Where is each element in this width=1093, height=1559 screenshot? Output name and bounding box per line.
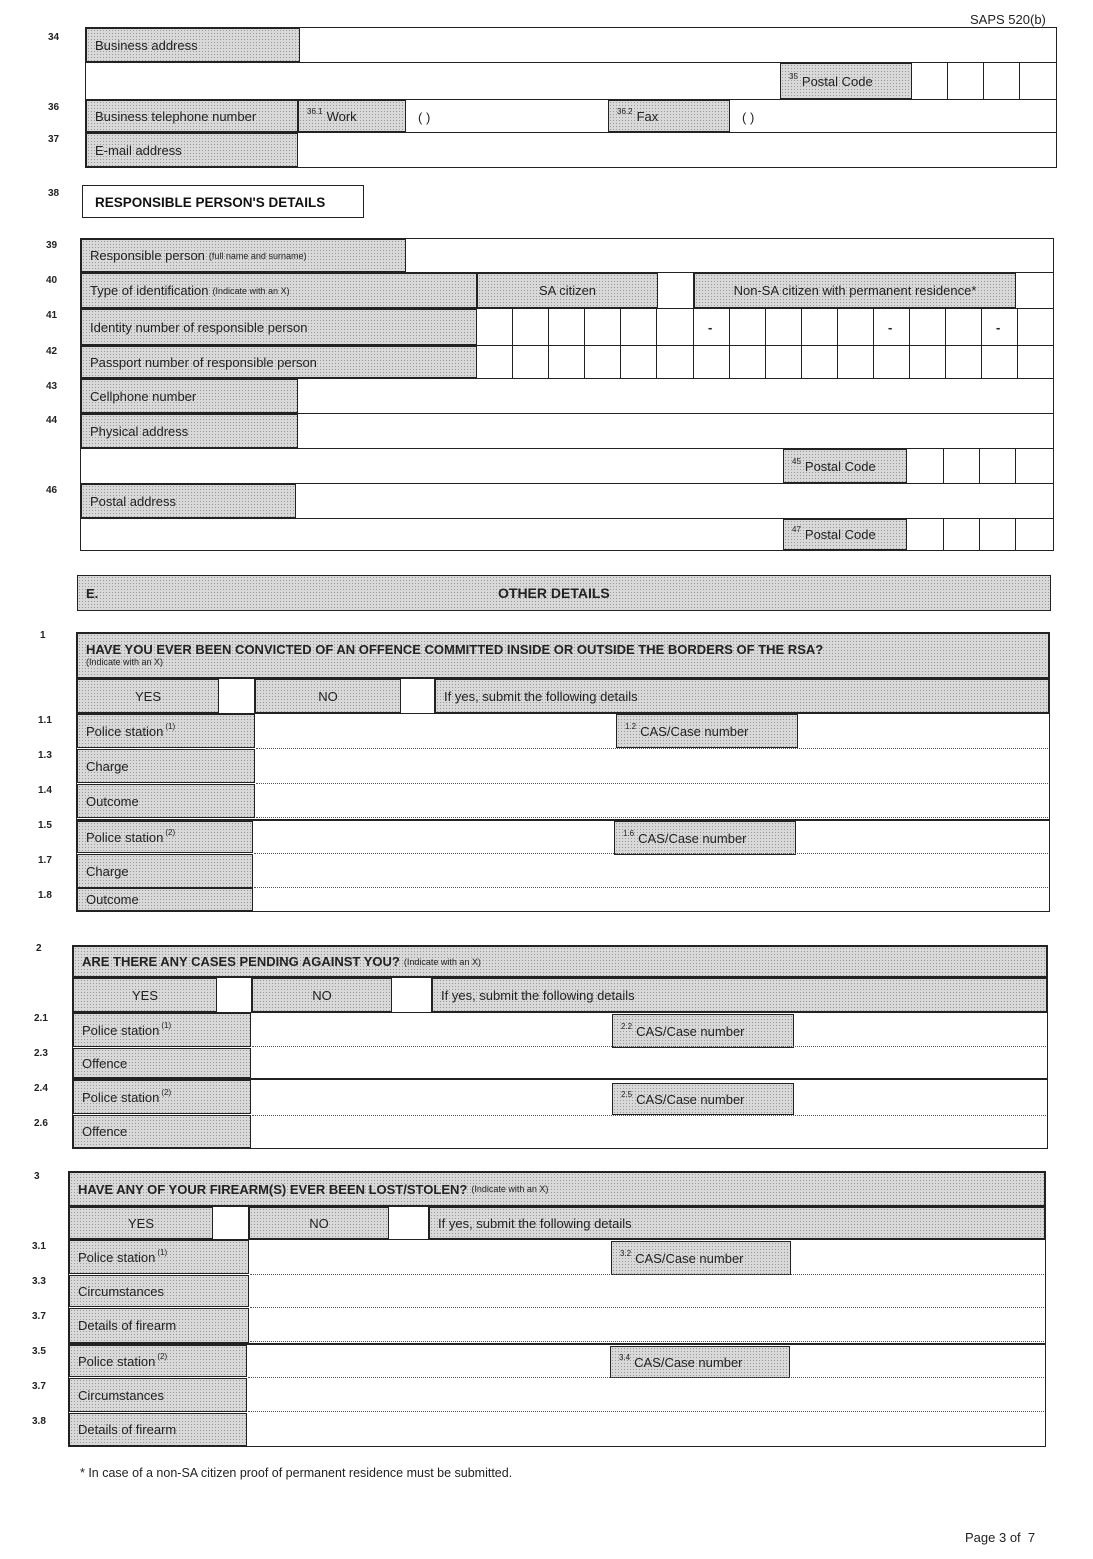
- q1-charge-2-field[interactable]: [254, 854, 1048, 888]
- cellphone-label: Cellphone number: [81, 379, 298, 413]
- q3-police-station-2-label: Police station (2): [69, 1345, 247, 1377]
- q2-police-station-2-label: Police station (2): [73, 1080, 251, 1114]
- postal-postal-code-field[interactable]: [907, 519, 1053, 550]
- postal-address-line2-field[interactable]: [81, 519, 783, 550]
- q2-question: ARE THERE ANY CASES PENDING AGAINST YOU? (Indicate with an X): [73, 946, 1047, 977]
- q2-offence-1-field[interactable]: [252, 1048, 1046, 1078]
- q3-case-number-1-field[interactable]: [791, 1240, 1044, 1274]
- passport-number-label: Passport number of responsible person: [81, 346, 477, 378]
- row-number: 42: [46, 346, 58, 357]
- q2-no-label: NO: [252, 978, 392, 1012]
- row-number: 1.8: [38, 890, 52, 901]
- physical-address-field[interactable]: [298, 414, 1053, 448]
- q1-no-checkbox[interactable]: [401, 679, 435, 713]
- q3-firearm-details-2-label: Details of firearm: [69, 1413, 247, 1446]
- postal-address-field[interactable]: [296, 484, 1053, 518]
- email-label: E-mail address: [86, 133, 298, 167]
- row-number: 1.1: [38, 715, 52, 726]
- q1-police-station-1-field[interactable]: [256, 714, 616, 748]
- q3-firearm-details-1-label: Details of firearm: [69, 1308, 249, 1343]
- q1-police-station-1-label: Police station (1): [77, 714, 255, 748]
- postal-postal-code-label: 47 Postal Code: [783, 519, 907, 550]
- q1-charge-2-label: Charge: [77, 854, 253, 888]
- business-address-label: Business address: [86, 28, 300, 62]
- q1-charge-1-label: Charge: [77, 749, 255, 783]
- business-postal-code-field[interactable]: [912, 63, 1056, 99]
- responsible-section-title: RESPONSIBLE PERSON'S DETAILS: [82, 185, 364, 218]
- row-number: 3.7: [32, 1311, 46, 1322]
- q2-case-number-2-label: 2.5 CAS/Case number: [612, 1083, 794, 1115]
- postal-address-label: Postal address: [81, 484, 296, 518]
- q3-circumstances-1-field[interactable]: [250, 1275, 1044, 1307]
- cellphone-field[interactable]: [298, 379, 1053, 413]
- q1-case-number-1-field[interactable]: [798, 714, 1048, 748]
- row-number: 1.3: [38, 750, 52, 761]
- form-code: SAPS 520(b): [970, 12, 1046, 27]
- fax-field[interactable]: ( ): [742, 110, 755, 125]
- row-number: 41: [46, 310, 58, 321]
- q3-firearm-details-2-field[interactable]: [248, 1413, 1044, 1446]
- physical-address-label: Physical address: [81, 414, 298, 448]
- q1-case-number-1-label: 1.2 CAS/Case number: [616, 714, 798, 748]
- physical-postal-code-field[interactable]: [907, 449, 1053, 483]
- non-sa-citizen-checkbox[interactable]: [1016, 273, 1053, 308]
- q2-case-number-2-field[interactable]: [794, 1080, 1046, 1114]
- q1-outcome-2-label: Outcome: [77, 888, 253, 911]
- row-number: 34: [48, 32, 60, 43]
- physical-postal-code-label: 45 Postal Code: [783, 449, 907, 483]
- q2-no-checkbox[interactable]: [392, 978, 432, 1012]
- identity-number-field[interactable]: [477, 309, 1053, 345]
- q1-question: HAVE YOU EVER BEEN CONVICTED OF AN OFFENCE COMMITTED INSIDE OR OUTSIDE THE BORDERS OF THE RSA? (Indicate with an X): [77, 633, 1049, 678]
- row-number: 1.5: [38, 820, 52, 831]
- q2-case-number-1-field[interactable]: [794, 1013, 1046, 1047]
- q3-police-station-1-label: Police station (1): [69, 1240, 249, 1274]
- business-postal-code-label: 35 Postal Code: [780, 63, 912, 99]
- q3-question: HAVE ANY OF YOUR FIREARM(S) EVER BEEN LOST/STOLEN? (Indicate with an X): [69, 1172, 1045, 1206]
- row-number: 1.7: [38, 855, 52, 866]
- q2-offence-1-label: Offence: [73, 1048, 251, 1078]
- work-label: 36.1 Work: [298, 100, 406, 132]
- q3-circumstances-2-label: Circumstances: [69, 1378, 247, 1412]
- q3-yes-checkbox[interactable]: [213, 1207, 249, 1239]
- q1-case-number-2-field[interactable]: [796, 821, 1048, 853]
- sa-citizen-checkbox[interactable]: [658, 273, 694, 308]
- q2-offence-2-field[interactable]: [252, 1116, 1046, 1148]
- q3-police-station-1-field[interactable]: [250, 1240, 610, 1274]
- row-number: 46: [46, 485, 58, 496]
- q2-case-number-1-label: 2.2 CAS/Case number: [612, 1014, 794, 1048]
- q1-charge-1-field[interactable]: [256, 749, 1048, 783]
- row-number: 43: [46, 381, 58, 392]
- q1-outcome-1-field[interactable]: [256, 784, 1048, 818]
- q1-police-station-2-field[interactable]: [254, 821, 614, 853]
- q1-no-label: NO: [255, 679, 401, 713]
- row-number: 39: [46, 240, 58, 251]
- q1-outcome-1-label: Outcome: [77, 784, 255, 818]
- q1-case-number-2-label: 1.6 CAS/Case number: [614, 821, 796, 855]
- page-number: Page 3 of 7: [965, 1530, 1036, 1545]
- q2-police-station-1-field[interactable]: [252, 1013, 612, 1047]
- q3-case-number-2-label: 3.4 CAS/Case number: [610, 1346, 790, 1378]
- business-telephone-label: Business telephone number: [86, 100, 298, 132]
- row-number: 3.3: [32, 1276, 46, 1287]
- question-number: 1: [40, 630, 46, 641]
- footnote: * In case of a non-SA citizen proof of permanent residence must be submitted.: [80, 1466, 513, 1480]
- question-number: 3: [34, 1171, 40, 1182]
- q3-if-yes: If yes, submit the following details: [429, 1207, 1045, 1239]
- id-dash: -: [708, 320, 713, 335]
- q1-yes-checkbox[interactable]: [219, 679, 255, 713]
- q1-if-yes: If yes, submit the following details: [435, 679, 1049, 713]
- row-number: 1.4: [38, 785, 52, 796]
- identity-number-label: Identity number of responsible person: [81, 309, 477, 345]
- row-number: 3.7: [32, 1381, 46, 1392]
- q3-police-station-2-field[interactable]: [248, 1345, 610, 1377]
- q2-if-yes: If yes, submit the following details: [432, 978, 1047, 1012]
- section-title: OTHER DETAILS: [498, 585, 610, 601]
- fax-label: 36.2 Fax: [608, 100, 730, 132]
- row-number: 36: [48, 102, 60, 113]
- work-field[interactable]: ( ): [418, 110, 431, 125]
- q3-circumstances-1-label: Circumstances: [69, 1275, 249, 1307]
- q2-police-station-2-field[interactable]: [252, 1080, 612, 1114]
- q2-offence-2-label: Offence: [73, 1115, 251, 1148]
- row-number: 2.4: [34, 1083, 48, 1094]
- id-dash: -: [996, 320, 1001, 335]
- q1-police-station-2-label: Police station (2): [77, 821, 253, 853]
- q3-yes-label: YES: [69, 1207, 213, 1239]
- q1-yes-label: YES: [77, 679, 219, 713]
- row-number: 3.5: [32, 1346, 46, 1357]
- other-details-banner: [77, 575, 1051, 611]
- q2-police-station-1-label: Police station (1): [73, 1013, 251, 1047]
- row-number: 44: [46, 415, 58, 426]
- q3-firearm-details-1-field[interactable]: [250, 1308, 1044, 1342]
- q3-no-checkbox[interactable]: [389, 1207, 429, 1239]
- row-number: 3.1: [32, 1241, 46, 1252]
- id-type-label: Type of identification (Indicate with an X): [81, 273, 477, 308]
- passport-number-field[interactable]: [477, 346, 1053, 378]
- section-letter: E.: [86, 585, 99, 601]
- q3-case-number-1-label: 3.2 CAS/Case number: [611, 1241, 791, 1275]
- row-number: 3.8: [32, 1416, 46, 1427]
- non-sa-citizen-label: Non-SA citizen with permanent residence*: [694, 273, 1016, 308]
- row-number: 2.1: [34, 1013, 48, 1024]
- id-dash: -: [888, 320, 893, 335]
- q3-circumstances-2-field[interactable]: [248, 1378, 1044, 1411]
- q3-no-label: NO: [249, 1207, 389, 1239]
- q2-yes-checkbox[interactable]: [217, 978, 252, 1012]
- row-number: 2.6: [34, 1118, 48, 1129]
- question-number: 2: [36, 943, 42, 954]
- q2-yes-label: YES: [73, 978, 217, 1012]
- business-address-line2-field[interactable]: [86, 63, 780, 99]
- physical-address-line2-field[interactable]: [81, 449, 783, 483]
- row-number: 40: [46, 275, 58, 286]
- responsible-person-label: Responsible person (full name and surname): [81, 239, 406, 272]
- sa-citizen-label: SA citizen: [477, 273, 658, 308]
- business-address-field[interactable]: [300, 28, 1056, 62]
- row-number: 37: [48, 134, 60, 145]
- q1-outcome-2-field[interactable]: [254, 888, 1048, 911]
- row-number: 38: [48, 188, 60, 199]
- q3-case-number-2-field[interactable]: [790, 1345, 1044, 1377]
- responsible-person-field[interactable]: [406, 239, 1053, 272]
- row-number: 2.3: [34, 1048, 48, 1059]
- email-field[interactable]: [298, 133, 1056, 167]
